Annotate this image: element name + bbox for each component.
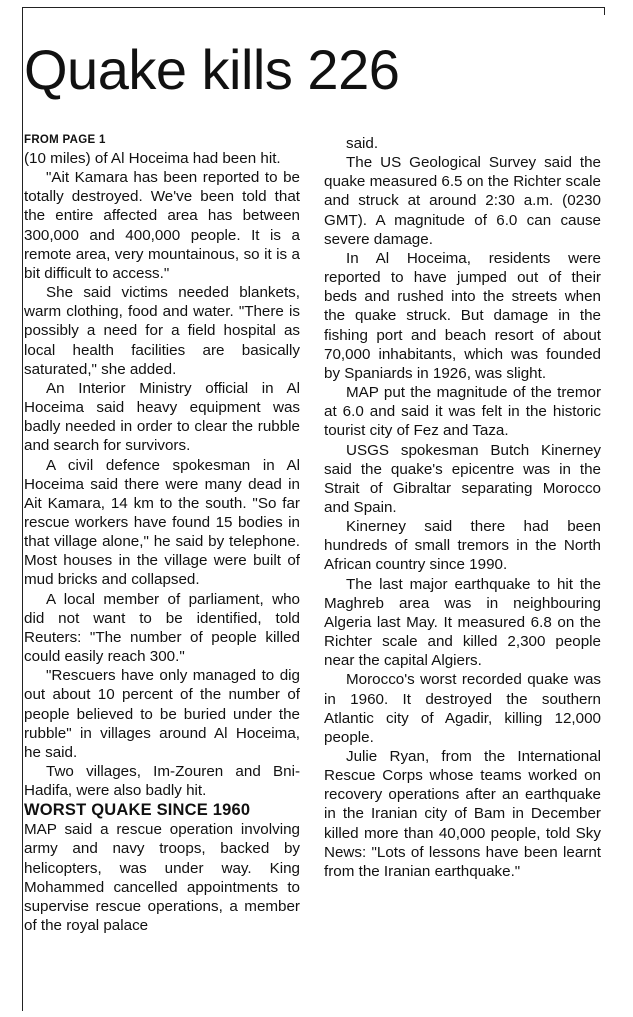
- paragraph: MAP said a rescue operation involving army and navy troops, backed by helicopters, was under way. King Mohammed cancelled appointments to supervise rescue operations, a member of the royal palace: [24, 821, 300, 935]
- paragraph: She said victims needed blankets, warm clothing, food and water. "There is possibly a need for a field hospital as local health facilities are basically saturated," she added.: [24, 284, 300, 378]
- paragraph: Two villages, Im-Zouren and Bni-Hadifa, were also badly hit.: [24, 763, 300, 800]
- left-border-rule: [22, 7, 23, 1011]
- paragraph: The last major earthquake to hit the Maghreb area was in neighbouring Algeria last May. It measured 6.8 on the Richter scale and killed 2,300 people near the capital Algiers.: [324, 575, 601, 670]
- paragraph: MAP put the magnitude of the tremor at 6.0 and said it was felt in the historic tourist city of Fez and Taza.: [324, 384, 601, 440]
- top-border-rule: [22, 7, 605, 8]
- paragraph: An Interior Ministry official in Al Hoceima said heavy equipment was badly needed in order to clear the rubble and search for survivors.: [24, 379, 300, 455]
- paragraph: said.: [346, 135, 379, 152]
- left-column: [24, 134, 300, 935]
- paragraph: The US Geological Survey said the quake measured 6.5 on the Richter scale and struck at around 2:30 a.m. (0230 GMT). A magnitude of 6.0 can cause severe damage.: [324, 154, 601, 248]
- paragraph: (10 miles) of Al Hoceima had been hit.: [24, 150, 281, 167]
- paragraph: Morocco's worst recorded quake was in 1960. It destroyed the southern Atlantic city of Agadir, killing 12,000 people.: [324, 671, 601, 746]
- paragraph: Julie Ryan, from the International Rescue Corps whose teams worked on recovery operations after an earthquake in the Iranian city of Bam in December killed more than 40,000 people, told Sky News: "Lots of lessons have been learnt from the Iranian earthquake.": [324, 748, 601, 880]
- paragraph: A civil defence spokesman in Al Hoceima said there were many dead in Ait Kamara, 14 km to the south. "So far rescue workers have found 15 bodies in that village alone," he said by telephone. Most houses in the village were built of mud bricks and collapsed.: [24, 456, 300, 589]
- headline: Quake kills 226: [24, 38, 400, 101]
- paragraph: "Ait Kamara has been reported to be totally destroyed. We've been told that the entire affected area has between 300,000 and 400,000 people. It is a remote area, very mountainous, so it is a bit difficult to access.": [24, 169, 300, 282]
- continued-from-kicker: FROM PAGE 1: [24, 134, 106, 146]
- paragraph: Kinerney said there had been hundreds of small tremors in the North African country since 1990.: [324, 518, 601, 574]
- paragraph: USGS spokesman Butch Kinerney said the quake's epicentre was in the Strait of Gibraltar separating Morocco and Spain.: [324, 441, 601, 516]
- paragraph: "Rescuers have only managed to dig out about 10 percent of the number of people believed to be buried under the rubble" in villages around Al Hoceima, he said.: [24, 667, 300, 761]
- section-subhead: WORST QUAKE SINCE 1960: [24, 801, 251, 820]
- right-column: [324, 134, 601, 881]
- right-border-tick: [604, 7, 605, 15]
- paragraph: A local member of parliament, who did not want to be identified, told Reuters: "The number of people killed could easily reach 300.": [24, 590, 300, 666]
- paragraph: In Al Hoceima, residents were reported to have jumped out of their beds and rushed into the streets when the quake struck. But damage in the fishing port and beach resort of about 70,000 inhabitants, which was founded by Spaniards in 1926, was slight.: [324, 249, 601, 382]
